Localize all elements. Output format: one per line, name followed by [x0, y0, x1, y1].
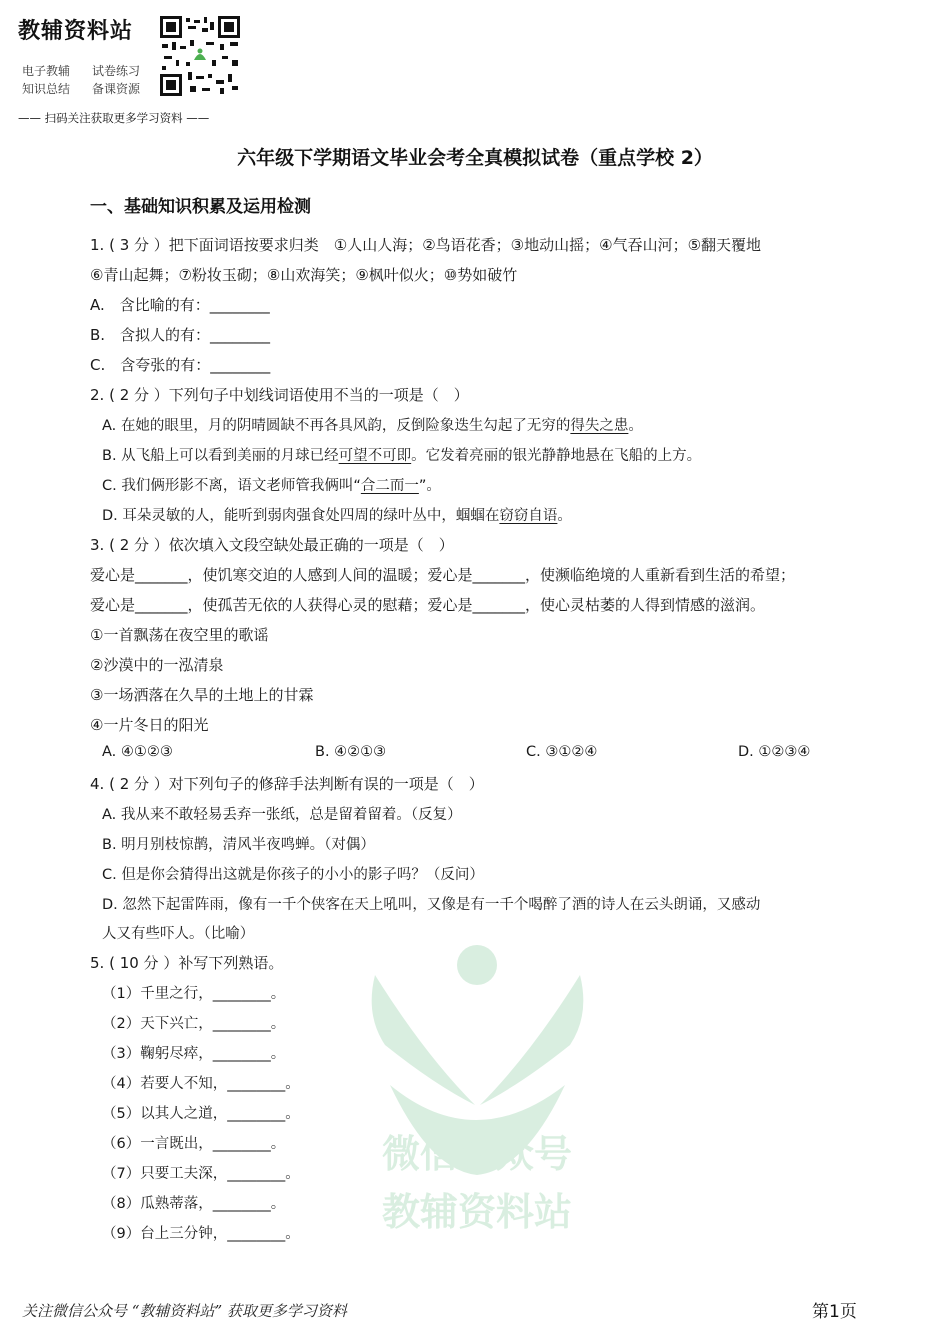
page-title: 六年级下学期语文毕业会考全真模拟试卷（重点学校 2） — [237, 147, 713, 169]
q3-item-1: ①一首飘荡在夜空里的歌谣 — [90, 626, 269, 644]
q5-item: （8）瓜熟蒂落，________。 — [102, 1196, 286, 1212]
q2-option-b: B. 从飞船上可以看到美丽的月球已经可望不可即。它发着亮丽的银光静静地悬在飞船的上方。 — [102, 448, 702, 464]
watermark-logo-icon — [355, 935, 600, 1255]
q3-option-d: D. ①②③④ — [738, 744, 811, 760]
q1-stem: 1. ( 3 分 ）把下面词语按要求归类 ①人山人海；②鸟语花香；③地动山摇；④气吞山河；⑤翻天覆地 — [90, 236, 762, 254]
q4-option-c: C. 但是你会猜得出这就是你孩子的小小的影子吗？（反问） — [102, 867, 484, 883]
q1-option-a: A. 含比喻的有：________ — [90, 296, 270, 314]
q3-passage-2: 爱心是_______，使孤苦无依的人获得心灵的慰藉；爱心是_______，使心灵枯萎的人得到情感的滋润。 — [90, 596, 766, 614]
q3-passage-1: 爱心是_______，使饥寒交迫的人感到人间的温暖；爱心是_______，使濒临绝境的人重新看到生活的希望； — [90, 566, 796, 584]
tag-lesson: 备课资源 — [92, 82, 141, 96]
page-number: 第1页 — [812, 1302, 857, 1322]
tag-knowledge: 知识总结 — [22, 82, 71, 96]
q5-item: （6）一言既出，________。 — [102, 1136, 286, 1152]
q4-option-b: B. 明月别枝惊鹊，清风半夜鸣蝉。（对偶） — [102, 837, 375, 853]
watermark-line-2: 教辅资料站 — [381, 1190, 573, 1234]
header-slogan: —— 扫码关注获取更多学习资料 —— — [18, 111, 210, 125]
q5-item: （9）台上三分钟，________。 — [102, 1226, 300, 1242]
q3-item-4: ④一片冬日的阳光 — [90, 716, 209, 734]
q5-stem: 5. ( 10 分 ）补写下列熟语。 — [90, 954, 284, 972]
q5-item: （3）鞠躬尽瘁，________。 — [102, 1046, 286, 1062]
q4-option-a: A. 我从来不敢轻易丢弃一张纸，总是留着留着。（反复） — [102, 807, 462, 823]
watermark-line-1: 微信公众号 — [381, 1132, 573, 1176]
q3-option-b: B. ④②①③ — [315, 744, 387, 760]
qr-code-icon — [160, 16, 240, 96]
q3-option-c: C. ③①②④ — [526, 744, 598, 760]
q2-stem: 2. ( 2 分 ）下列句子中划线词语使用不当的一项是（ ） — [90, 386, 469, 404]
footer-promo: 关注微信公众号 “教辅资料站” 获取更多学习资料 — [22, 1302, 347, 1320]
q1-option-c: C. 含夸张的有：________ — [90, 356, 271, 374]
q4-option-d: D. 忽然下起雷阵雨，像有一千个侠客在天上吼叫，又像是有一千个喝醉了酒的诗人在云头朗诵，又感动 — [102, 897, 761, 913]
section-heading: 一、基础知识积累及运用检测 — [90, 197, 311, 217]
q5-item: （7）只要工夫深，________。 — [102, 1166, 300, 1182]
q3-option-a: A. ④①②③ — [102, 744, 173, 760]
q5-item: （5）以其人之道，________。 — [102, 1106, 300, 1122]
q2-option-a: A. 在她的眼里，月的阴晴圆缺不再各具风韵，反倒险象迭生勾起了无穷的得失之患。 — [102, 418, 643, 434]
q3-item-2: ②沙漠中的一泓清泉 — [90, 656, 224, 674]
q5-item: （1）千里之行，________。 — [102, 986, 286, 1002]
q4-option-d-cont: 人又有些吓人。（比喻） — [102, 926, 255, 942]
q2-option-c: C. 我们俩形影不离，语文老师管我俩叫“合二而一”。 — [102, 478, 441, 494]
q1-option-b: B. 含拟人的有：________ — [90, 326, 271, 344]
q5-item: （4）若要人不知，________。 — [102, 1076, 300, 1092]
q1-stem-cont: ⑥青山起舞；⑦粉妆玉砌；⑧山欢海笑；⑨枫叶似火；⑩势如破竹 — [90, 266, 518, 284]
tag-exercise: 试卷练习 — [92, 64, 141, 78]
q3-stem: 3. ( 2 分 ）依次填入文段空缺处最正确的一项是（ ） — [90, 536, 454, 554]
q2-option-d: D. 耳朵灵敏的人，能听到弱肉强食处四周的绿叶丛中，蝈蝈在窃窃自语。 — [102, 508, 572, 524]
q5-item: （2）天下兴亡，________。 — [102, 1016, 286, 1032]
q3-item-3: ③一场洒落在久旱的土地上的甘霖 — [90, 686, 314, 704]
q4-stem: 4. ( 2 分 ）对下列句子的修辞手法判断有误的一项是（ ） — [90, 775, 484, 793]
brand-title: 教辅资料站 — [18, 19, 134, 44]
tag-ebook: 电子教辅 — [22, 64, 71, 78]
